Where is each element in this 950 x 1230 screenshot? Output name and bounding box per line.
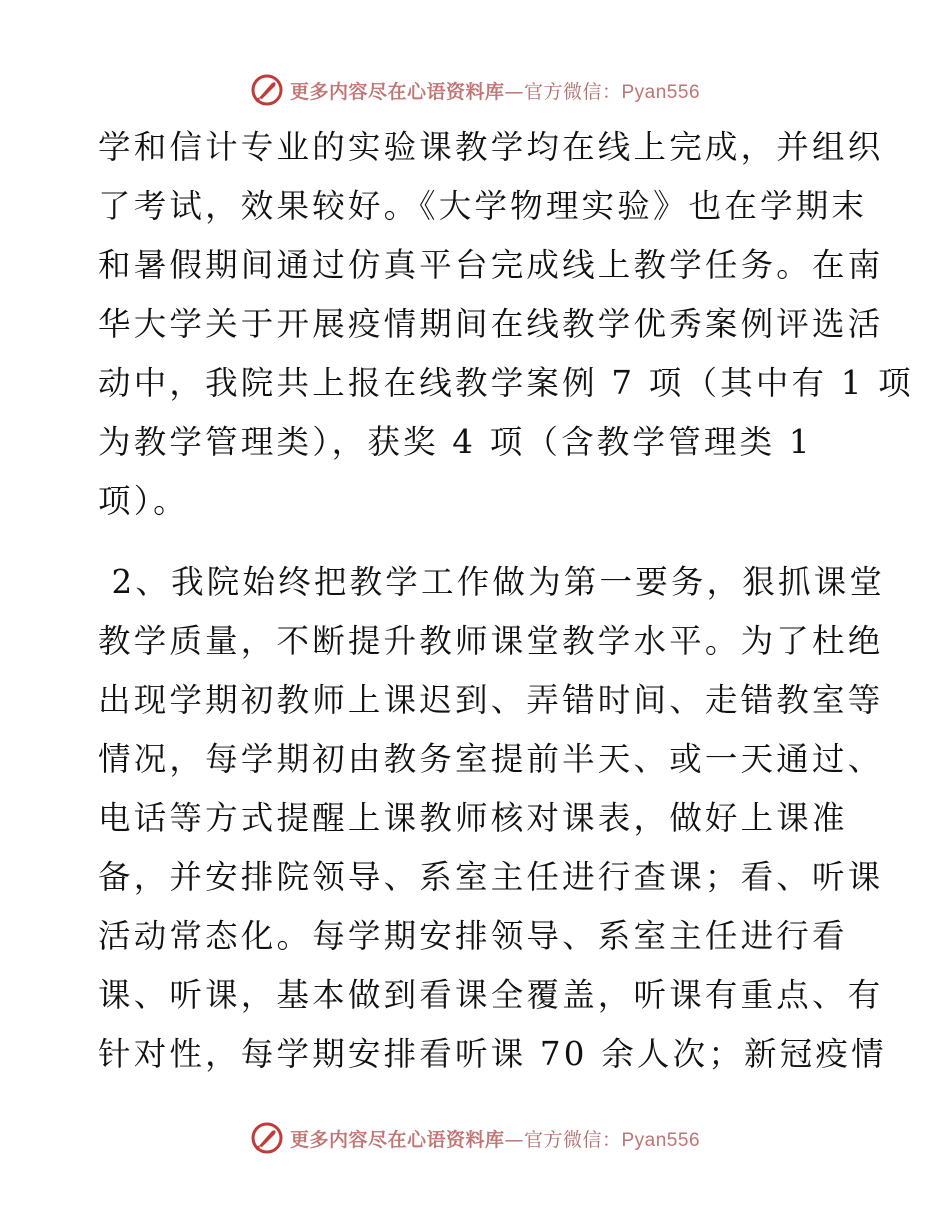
footer-watermark [0, 1118, 950, 1158]
text-line: 学和信计专业的实验课教学均在线上完成，并组织 [98, 128, 884, 166]
paragraph-gap [98, 531, 858, 553]
watermark-id: Pyan556 [621, 1129, 701, 1151]
quill-logo-icon [250, 73, 284, 107]
text-line: 为教学管理类），获奖 4 项（含教学管理类 1 [98, 423, 813, 461]
text-line: 项）。 [98, 482, 189, 520]
paragraph-1 [98, 118, 914, 531]
quill-logo-icon [250, 1121, 284, 1155]
watermark-id: Pyan556 [621, 81, 701, 103]
text-line: 了考试，效果较好。《大学物理实验》也在学期末 [98, 187, 868, 225]
watermark-text [290, 77, 700, 104]
text-line: 情况，每学期初由教务室提前半天、或一天通过、 [98, 740, 884, 778]
text-line: 电话等方式提醒上课教师核对课表，做好上课准 [98, 799, 848, 837]
text-line: 教学质量，不断提升教师课堂教学水平。为了杜绝 [98, 622, 884, 660]
paragraph-2 [98, 553, 887, 1084]
watermark-sub: 官方微信： [523, 1128, 622, 1151]
text-line: 2、我院始终把教学工作做为第一要务，狠抓课堂 [98, 563, 886, 601]
watermark-dash: — [504, 1128, 524, 1151]
watermark-main: 更多内容尽在心语资料库 [289, 1128, 505, 1151]
text-line: 动中，我院共上报在线教学案例 7 项（其中有 1 项 [98, 364, 914, 402]
document-body [98, 118, 914, 1084]
text-line: 和暑假期间通过仿真平台完成线上教学任务。在南 [98, 246, 884, 284]
watermark-sub: 官方微信： [523, 80, 622, 103]
watermark-text [290, 1125, 700, 1152]
header-watermark [0, 70, 950, 110]
text-line: 华大学关于开展疫情期间在线教学优秀案例评选活 [98, 305, 884, 343]
text-line: 备，并安排院领导、系室主任进行查课；看、听课 [98, 858, 884, 896]
text-line: 针对性，每学期安排看听课 70 余人次；新冠疫情 [98, 1035, 887, 1073]
text-line: 活动常态化。每学期安排领导、系室主任进行看 [98, 917, 848, 955]
watermark-main: 更多内容尽在心语资料库 [289, 80, 505, 103]
text-line: 课、听课，基本做到看课全覆盖，听课有重点、有 [98, 976, 884, 1014]
text-line: 出现学期初教师上课迟到、弄错时间、走错教室等 [98, 681, 884, 719]
watermark-dash: — [504, 80, 524, 103]
